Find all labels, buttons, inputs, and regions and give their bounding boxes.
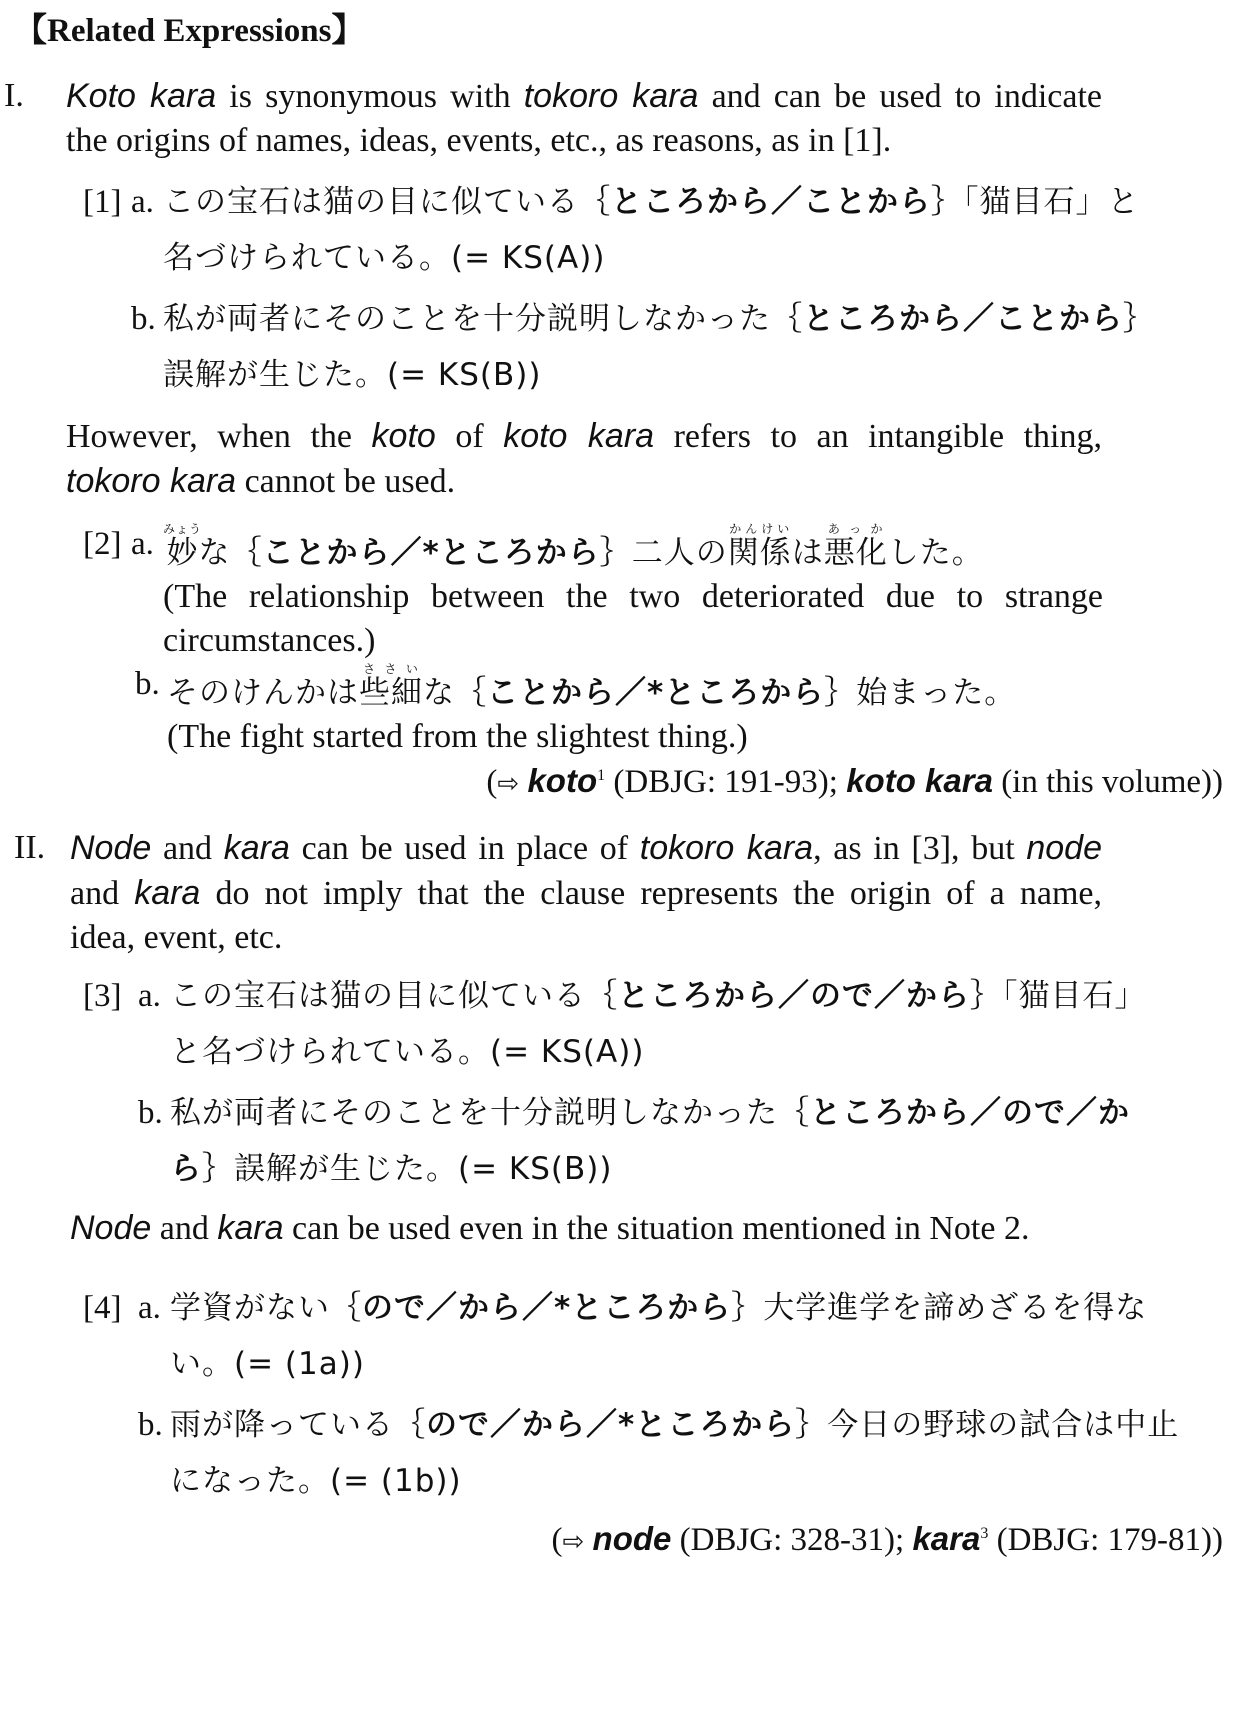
term-tokoro-kara: tokoro kara bbox=[66, 462, 237, 500]
text: and can be used to indicate bbox=[698, 78, 1102, 115]
example-letter: b. bbox=[135, 666, 160, 702]
text: cannot be used. bbox=[236, 463, 456, 500]
translation-line: circumstances.) bbox=[163, 622, 376, 659]
cross-reference-1 bbox=[486, 762, 1223, 801]
text: do not imply that the clause represents the origin of a name, bbox=[200, 875, 1103, 912]
example-3a bbox=[83, 974, 1147, 1074]
example-letter: a. bbox=[131, 184, 154, 220]
term-kara: kara bbox=[912, 1520, 981, 1557]
example-2a bbox=[83, 522, 1103, 663]
section-2-line-1 bbox=[70, 826, 1102, 871]
note-1-line-1 bbox=[66, 414, 1102, 459]
example-line: 名づけられている。(= KS(A)) bbox=[163, 240, 606, 276]
example-line bbox=[170, 1286, 1147, 1330]
kanji: 妙 bbox=[163, 535, 202, 571]
example-4b bbox=[138, 1403, 1180, 1503]
text: is synonymous with bbox=[216, 78, 524, 115]
example-letter: b. bbox=[138, 1407, 163, 1443]
bold-text: ところから／ことから bbox=[611, 184, 931, 220]
section-2-line-2 bbox=[70, 871, 1102, 916]
text: ｝大学進学を諦めざるを得な bbox=[731, 1290, 1148, 1326]
text: ( bbox=[551, 1522, 563, 1558]
text: な｛ bbox=[423, 675, 487, 711]
bold-text: ら bbox=[170, 1151, 202, 1187]
text: and bbox=[151, 830, 224, 867]
arrow-right-icon: ⇨ bbox=[562, 1527, 585, 1557]
text: However, when the bbox=[66, 418, 372, 455]
text: refers to an intangible thing, bbox=[654, 418, 1103, 455]
superscript: 1 bbox=[597, 767, 606, 784]
example-letter: b. bbox=[138, 1095, 163, 1131]
section-2-numeral: II. bbox=[14, 829, 46, 866]
term-koto-kara: Koto kara bbox=[66, 77, 217, 115]
term-node: Node bbox=[70, 829, 152, 867]
text: ｝誤解が生じた。(= KS(B)) bbox=[202, 1151, 613, 1187]
example-line bbox=[163, 180, 1140, 224]
term-tokoro-kara: tokoro kara bbox=[639, 829, 814, 867]
text: can be used in place of bbox=[289, 830, 640, 867]
term-node: Node bbox=[70, 1209, 152, 1247]
bold-text: ことから／*ところから bbox=[262, 535, 600, 571]
superscript: 3 bbox=[980, 1525, 989, 1542]
term-kara: kara bbox=[217, 1209, 284, 1247]
example-line bbox=[170, 1147, 1130, 1191]
example-line bbox=[163, 297, 1155, 341]
example-1b bbox=[131, 297, 1155, 397]
example-line bbox=[170, 1403, 1179, 1447]
example-line bbox=[170, 974, 1147, 1018]
text: and bbox=[151, 1210, 218, 1247]
text: な｛ bbox=[198, 535, 263, 571]
text: and bbox=[70, 875, 135, 912]
text: can be used even in the situation mentioned in Note 2. bbox=[283, 1210, 1030, 1247]
note-1-paragraph bbox=[66, 414, 1102, 504]
term-tokoro-kara: tokoro kara bbox=[523, 77, 699, 115]
term-kara: kara bbox=[223, 829, 290, 867]
text: ｝二人の bbox=[599, 535, 728, 571]
bold-text: ところから／ことから bbox=[803, 301, 1123, 337]
example-line: 誤解が生じた。(= KS(B)) bbox=[163, 357, 542, 393]
text: ｝「猫目石」と bbox=[931, 184, 1140, 220]
text: ( bbox=[486, 764, 498, 800]
bold-text: ところから／ので／から bbox=[618, 978, 970, 1014]
example-letter: a. bbox=[138, 978, 161, 1014]
example-number: [2] bbox=[83, 526, 122, 562]
example-3b bbox=[138, 1091, 1130, 1191]
bold-text: ところから／ので／か bbox=[810, 1095, 1130, 1131]
text: , as in [3], but bbox=[813, 830, 1027, 867]
text: (DBJG: 328-31); bbox=[671, 1522, 913, 1558]
furigana: あっか bbox=[823, 522, 888, 536]
text: ｝「猫目石」 bbox=[970, 978, 1147, 1014]
text: そのけんかは bbox=[167, 675, 359, 711]
example-line bbox=[163, 522, 1103, 575]
furigana: ささい bbox=[359, 662, 423, 676]
term-koto-kara: koto kara bbox=[503, 417, 655, 455]
text: 学資がない｛ bbox=[170, 1290, 362, 1326]
term-koto-kara: koto kara bbox=[846, 762, 993, 799]
example-line: になった。(= (1b)) bbox=[170, 1463, 462, 1499]
term-kara: kara bbox=[134, 874, 201, 912]
section-2-line-3: idea, event, etc. bbox=[70, 919, 283, 956]
example-1a bbox=[83, 180, 1140, 280]
bold-text: ことから／*ところから bbox=[487, 675, 825, 711]
example-4a bbox=[83, 1286, 1148, 1386]
term-koto: koto bbox=[527, 762, 598, 799]
text: この宝石は猫の目に似ている｛ bbox=[170, 978, 618, 1014]
text: 私が両者にそのことを十分説明しなかった｛ bbox=[170, 1095, 810, 1131]
example-number: [4] bbox=[83, 1290, 122, 1326]
term-node: node bbox=[592, 1520, 672, 1557]
arrow-right-icon: ⇨ bbox=[497, 769, 520, 799]
furigana: みょう bbox=[163, 522, 203, 536]
furigana: かんけい bbox=[727, 522, 792, 536]
example-line: と名づけられている。(= KS(A)) bbox=[170, 1034, 645, 1070]
section-1-numeral: I. bbox=[4, 77, 24, 114]
bold-text: ので／から／*ところから bbox=[362, 1290, 732, 1326]
section-1-line-1 bbox=[66, 74, 1102, 119]
text: この宝石は猫の目に似ている｛ bbox=[163, 184, 611, 220]
translation-line: (The fight started from the slightest thing.) bbox=[167, 718, 748, 755]
text: した。 bbox=[887, 535, 984, 571]
kanji: 些細 bbox=[359, 675, 423, 711]
section-heading: 【Related Expressions】 bbox=[14, 13, 365, 49]
note-2-paragraph bbox=[70, 1206, 1102, 1251]
text: (in this volume)) bbox=[992, 764, 1223, 800]
example-letter: a. bbox=[131, 526, 154, 562]
section-1-line-2: the origins of names, ideas, events, etc., as reasons, as in [1]. bbox=[66, 122, 892, 159]
bold-text: ので／から／*ところから bbox=[426, 1407, 796, 1443]
example-line bbox=[167, 662, 1016, 715]
note-2-line bbox=[70, 1206, 1102, 1251]
cross-reference-2 bbox=[551, 1520, 1223, 1559]
text: (DBJG: 191-93); bbox=[605, 764, 847, 800]
term-koto: koto bbox=[371, 417, 436, 455]
text: of bbox=[435, 418, 504, 455]
text: 雨が降っている｛ bbox=[170, 1407, 426, 1443]
example-line: い。(= (1a)) bbox=[170, 1346, 365, 1382]
kanji: 関係 bbox=[727, 535, 792, 571]
term-node: node bbox=[1026, 829, 1102, 867]
example-line bbox=[170, 1091, 1130, 1135]
text: ｝始まった。 bbox=[824, 675, 1017, 711]
translation-line: (The relationship between the two deteriorated due to strange bbox=[163, 578, 1103, 615]
text: ｝ bbox=[1123, 301, 1155, 337]
text: は bbox=[791, 535, 824, 571]
text: (DBJG: 179-81)) bbox=[988, 1522, 1223, 1558]
example-letter: b. bbox=[131, 301, 156, 337]
section-2-paragraph bbox=[14, 826, 1103, 960]
example-number: [1] bbox=[83, 184, 122, 220]
example-letter: a. bbox=[138, 1290, 161, 1326]
note-1-line-2 bbox=[66, 459, 1102, 504]
kanji: 悪化 bbox=[823, 535, 888, 571]
example-2b bbox=[135, 662, 1017, 759]
text: 私が両者にそのことを十分説明しなかった｛ bbox=[163, 301, 803, 337]
section-1-paragraph bbox=[4, 74, 1102, 163]
text: ｝今日の野球の試合は中止 bbox=[795, 1407, 1180, 1443]
example-number: [3] bbox=[83, 978, 122, 1014]
